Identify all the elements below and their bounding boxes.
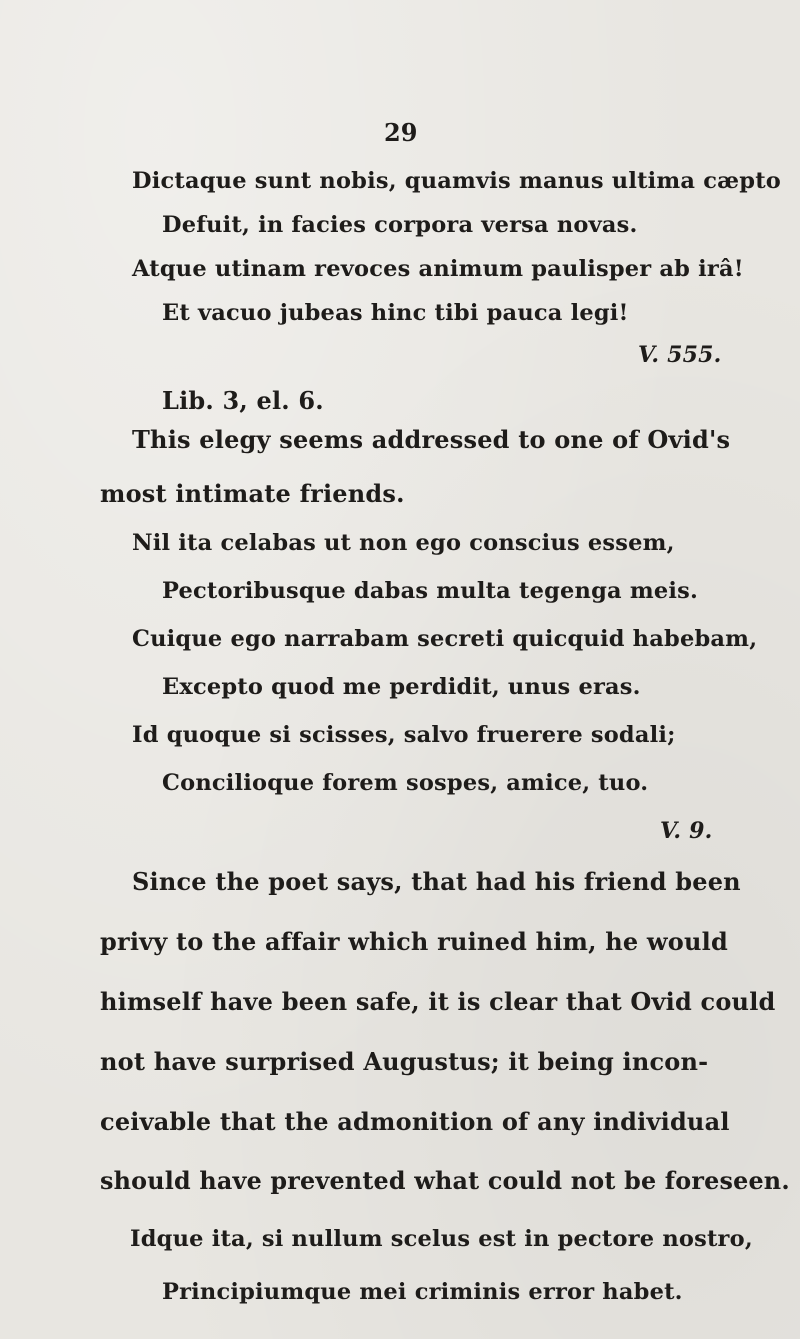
intro-line: This elegy seems addressed to one of Ovid's <box>132 425 731 454</box>
commentary-line: should have prevented what could not be foreseen. <box>100 1167 790 1195</box>
verse-line: Principiumque mei criminis error habet. <box>162 1279 683 1305</box>
verse-line: Pectoribusque dabas multa tegenga meis. <box>162 578 699 604</box>
section-heading: Lib. 3, el. 6. <box>162 386 324 415</box>
verse-line: Idque ita, si nullum scelus est in pectore nostro, <box>130 1226 753 1252</box>
verse-line: Defuit, in facies corpora versa novas. <box>162 212 638 238</box>
intro-line: most intimate friends. <box>100 479 405 508</box>
commentary-line: himself have been safe, it is clear that Ovid could <box>100 987 776 1016</box>
verse-line: Atque utinam revoces animum paulisper ab irâ! <box>132 256 744 282</box>
verse-reference: V. 9. <box>660 818 713 844</box>
verse-line: Concilioque forem sospes, amice, tuo. <box>162 770 649 796</box>
verse-line: Dictaque sunt nobis, quamvis manus ultima cæpto <box>132 168 782 194</box>
page-number: 29 <box>384 118 418 147</box>
commentary-line: privy to the affair which ruined him, he would <box>100 927 728 956</box>
commentary-line: ceivable that the admonition of any individual <box>100 1107 730 1136</box>
verse-line: Cuique ego narrabam secreti quicquid habebam, <box>132 626 758 652</box>
verse-line: Excepto quod me perdidit, unus eras. <box>162 674 641 700</box>
verse-reference: V. 555. <box>638 342 722 368</box>
commentary-line: Since the poet says, that had his friend been <box>132 867 741 896</box>
commentary-line: not have surprised Augustus; it being incon- <box>100 1047 709 1076</box>
verse-line: Et vacuo jubeas hinc tibi pauca legi! <box>162 300 629 326</box>
verse-line: Nil ita celabas ut non ego conscius essem, <box>132 530 675 556</box>
verse-line: Id quoque si scisses, salvo fruerere sodali; <box>132 722 676 748</box>
